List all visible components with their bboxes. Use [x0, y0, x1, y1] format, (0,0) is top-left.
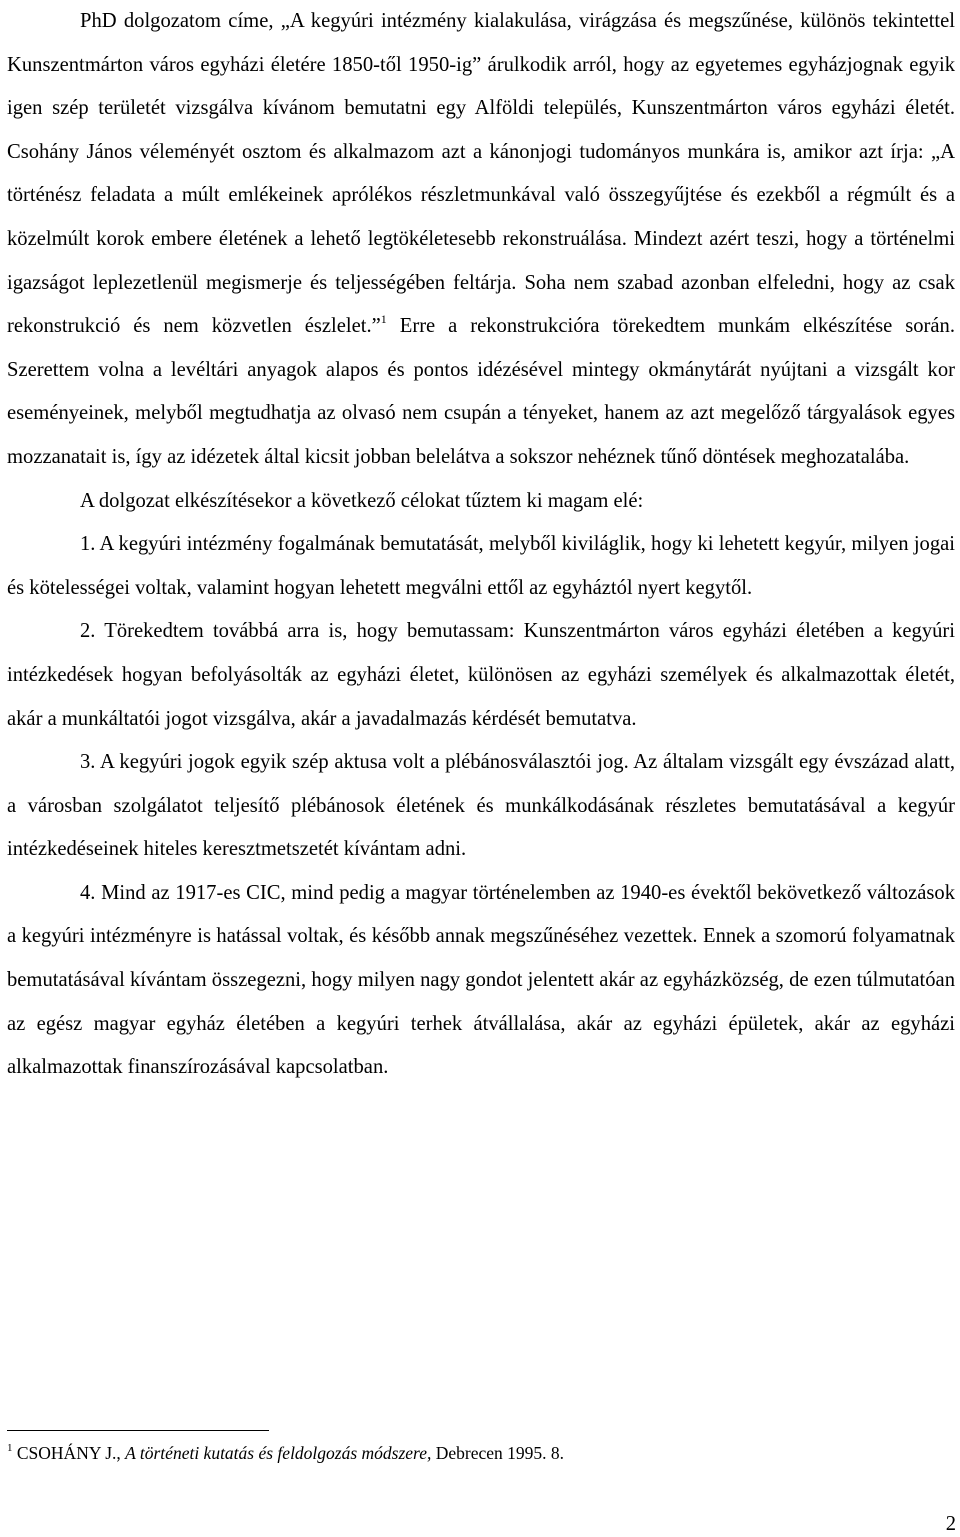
- paragraph-intro-text-b: Erre a rekonstrukcióra törekedtem munkám elkészítése során. Szerettem volna a levéltári anyagok alapos és pontos idézésével mintegy okmánytárát nyújtani a vizsgált kor eseményeinek, melyből megtudhatja az olvasó nem csupán a tényeket, hanem az azt megelőző tárgyalások egyes mozzanatait is, így az idézetek által kicsit jobban belelátva a sokszor nehéznek tűnő döntések meghozatalába.: [7, 315, 956, 468]
- footnote-reference[interactable]: 1: [380, 312, 387, 327]
- page-number: 2: [945, 1513, 956, 1535]
- footnote-number: 1: [7, 1442, 13, 1454]
- paragraph-goal-1: 1. A kegyúri intézmény fogalmának bemutatását, melyből kiviláglik, hogy ki lehetett kegyúr, milyen jogai és kötelességei voltak, valamint hogyan lehetett megválni ettől az egyháztól nyert kegytől.: [7, 533, 955, 599]
- footnote-title: A történeti kutatás és feldolgozás módszere,: [125, 1443, 432, 1463]
- footnote-rest: Debrecen 1995. 8.: [431, 1443, 565, 1463]
- footnote: [7, 1439, 907, 1467]
- paragraph-goal-4: 4. Mind az 1917-es CIC, mind pedig a magyar történelemben az 1940-es évektől bekövetkező változások a kegyúri intézményre is hatással voltak, és később annak megszűnéséhez vezettek. Ennek a szomorú folyamatnak bemutatásával kívántam összegezni, hogy milyen nagy gondot jelentett akár az egyházközség, de ezen túlmutatóan az egész magyar egyház életében a kegyúri terhek átvállalása, akár az egyházi épületek, akár az egyházi alkalmazottak finanszírozásával kapcsolatban.: [7, 881, 955, 1079]
- footnote-separator: ,: [116, 1443, 126, 1463]
- footnote-divider: [7, 1430, 269, 1431]
- paragraph-goals-intro: A dolgozat elkészítésekor a következő célokat tűztem ki magam elé:: [80, 489, 644, 512]
- paragraph-intro: [7, 0, 955, 480]
- paragraph-goal-2: 2. Törekedtem továbbá arra is, hogy bemutassam: Kunszentmárton város egyházi életében a kegyúri intézkedések hogyan befolyásolták az egyházi életet, különösen az egyházi személyek és alkalmazottak életét, akár a munkáltatói jogot vizsgálva, akár a javadalmazás kérdését bemutatva.: [7, 620, 955, 730]
- body-text: [7, 0, 955, 1090]
- paragraph-goal-3: 3. A kegyúri jogok egyik szép aktusa volt a plébánosválasztói jog. Az általam vizsgált egy évszázad alatt, a városban szolgálatot teljesítő plébánosok életének és munkálkodásának részletes bemutatásával a kegyúr intézkedéseinek hiteles keresztmetszetét kívántam adni.: [7, 751, 955, 861]
- footnote-author: CSOHÁNY J.: [16, 1443, 117, 1463]
- paragraph-intro-text-a: PhD dolgozatom címe, „A kegyúri intézmény kialakulása, virágzása és megszűnése, különös tekintettel Kunszentmárton város egyházi életére 1850-től 1950-ig” árulkodik arról, hogy az egyetemes egyházjognak egyik igen szép területét vizsgálva kívánom bemutatni egy Alföldi település, Kunszentmárton város egyházi életét. Csohány János véleményét osztom és alkalmazom azt a kánonjogi tudományos munkára is, amikor azt írja: „A történész feladata a múlt emlékeinek aprólékos részletmunkával való összegyűjtése és ezekből a régmúlt és a közelmúlt korok embere életének a lehető legtökéletesebb rekonstruálása. Mindezt azért teszi, hogy a történelmi igazságot leplezetlenül megismerje és teljességében feltárja. Soha nem szabad azonban elfeledni, hogy az csak rekonstrukció és nem közvetlen észlelet.”: [7, 10, 955, 338]
